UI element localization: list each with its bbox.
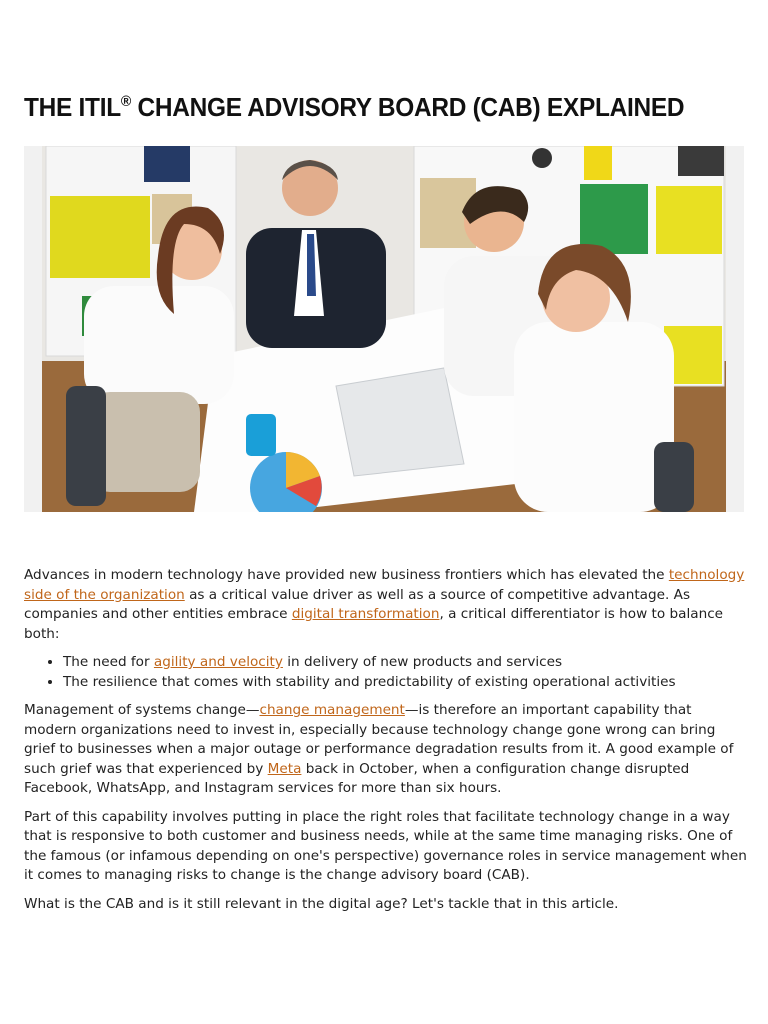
page-title (24, 92, 710, 123)
text-run: Management of systems change— (24, 702, 260, 718)
change-management-paragraph (24, 701, 748, 799)
change-management-link[interactable]: change management (259, 702, 405, 718)
hero-image (24, 146, 744, 512)
technology-side-link[interactable]: technology side of the organization (24, 567, 745, 603)
agility-velocity-link[interactable]: agility and velocity (153, 654, 283, 670)
text-run: The resilience that comes with stability and predictability of existing operational activities (63, 673, 676, 690)
meeting-photo-icon (24, 146, 744, 512)
list-item (63, 653, 748, 673)
text-run: —is therefore an important capability that modern organizations need to invest in, especially because technology change gone wrong can bring grief to businesses when a major outage or performance degradation results from it. A good example of such grief was that experienced by (24, 702, 734, 777)
title-text-rest: CHANGE ADVISORY BOARD (CAB) EXPLAINED (130, 92, 685, 122)
text-run: , a critical differentiator is how to balance both: (24, 606, 724, 642)
article-body (24, 566, 748, 923)
registered-mark: ® (120, 93, 131, 110)
list-item (63, 673, 748, 693)
digital-transformation-link[interactable]: digital transformation (291, 606, 440, 622)
meta-link[interactable]: Meta (267, 760, 302, 777)
text-run: back in October, when a configuration change disrupted Facebook, WhatsApp, and Instagram services for more than six hours. (24, 760, 690, 796)
intro-paragraph (24, 566, 748, 644)
text-run: as a critical value driver as well as a source of competitive advantage. As companies and other entities embrace (24, 586, 691, 622)
capability-paragraph: Part of this capability involves putting in place the right roles that facilitate technology change in a way that is responsive to both customer and business needs, while at the same time managing risks. One of the famous (or infamous depending on one's perspective) governance roles in service management when it comes to managing risks to change is the change advisory board (CAB). (24, 808, 747, 883)
closing-paragraph: What is the CAB and is it still relevant in the digital age? Let's tackle that in this article. (24, 895, 619, 912)
text-run: in delivery of new products and services (282, 654, 563, 670)
text-run: The need for (63, 654, 154, 670)
bullet-list (24, 653, 748, 692)
title-text: THE ITIL (24, 92, 121, 122)
text-run: Advances in modern technology have provided new business frontiers which has elevated the (24, 567, 669, 583)
